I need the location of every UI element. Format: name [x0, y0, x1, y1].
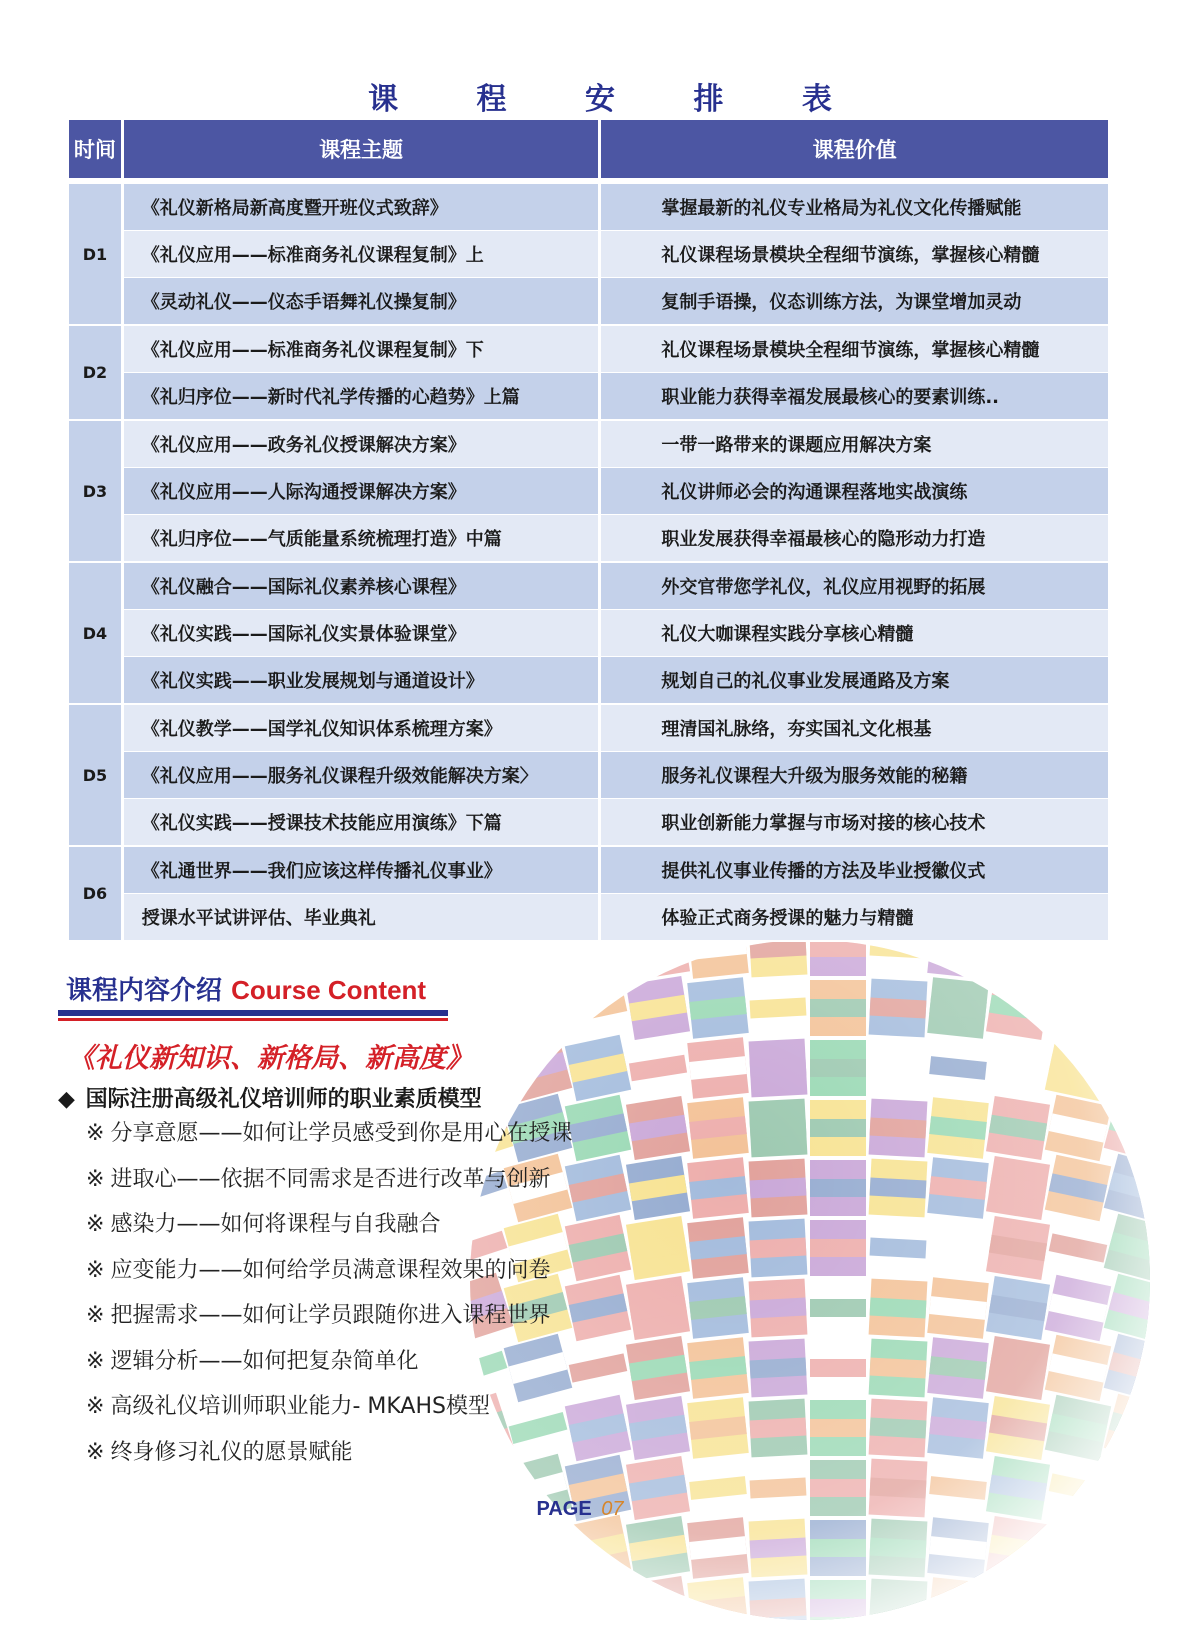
table-row — [69, 184, 1108, 231]
day-cell: D5 — [69, 705, 121, 847]
heading-rule-blue — [58, 1010, 448, 1016]
reference-mark-icon: ※ — [86, 1303, 105, 1328]
day-cell: D6 — [69, 847, 121, 942]
table-row — [69, 326, 1108, 373]
list-item — [86, 1118, 572, 1164]
point-text: 逻辑分析——如何把复杂简单化 — [110, 1348, 419, 1374]
value-cell: 礼仪讲师必会的沟通课程落地实战演练 — [601, 468, 1108, 515]
header-topic: 课程主题 — [124, 120, 599, 184]
reference-mark-icon: ※ — [86, 1257, 105, 1283]
point-text: 进取心——依据不同需求是否进行改革与创新 — [110, 1166, 551, 1192]
value-cell: 礼仪课程场景模块全程细节演练，掌握核心精髓 — [601, 231, 1108, 278]
reference-mark-icon: ※ — [86, 1439, 105, 1465]
point-text: 分享意愿——如何让学员感受到你是用心在授课 — [110, 1121, 573, 1146]
list-item — [86, 1209, 572, 1255]
topic-cell: 《礼归序位——新时代礼学传播的心趋势》上篇 — [124, 373, 599, 421]
reference-mark-icon: ※ — [86, 1166, 105, 1192]
table-row — [69, 610, 1108, 657]
header-time: 时间 — [69, 120, 121, 184]
list-item — [86, 1437, 572, 1483]
schedule-header-row — [69, 120, 1108, 184]
table-row — [69, 847, 1108, 894]
page-number — [0, 1498, 1160, 1521]
table-row — [69, 278, 1108, 326]
reference-mark-icon: ※ — [86, 1348, 105, 1374]
value-cell: 规划自己的礼仪事业发展通路及方案 — [601, 657, 1108, 705]
topic-cell: 授课水平试讲评估、毕业典礼 — [124, 894, 599, 942]
point-text: 感染力——如何将课程与自我融合 — [110, 1212, 441, 1237]
heading-cn: 课程内容介绍 — [66, 976, 223, 1006]
topic-cell: 《礼仪应用——人际沟通授课解决方案》 — [124, 468, 599, 515]
reference-mark-icon: ※ — [86, 1394, 105, 1419]
value-cell: 职业创新能力掌握与市场对接的核心技术 — [601, 799, 1108, 847]
table-row — [69, 563, 1108, 610]
points-list — [86, 1118, 572, 1482]
list-item — [86, 1346, 572, 1392]
value-cell: 外交官带您学礼仪，礼仪应用视野的拓展 — [601, 563, 1108, 610]
value-cell: 提供礼仪事业传播的方法及毕业授徽仪式 — [601, 847, 1108, 894]
table-row — [69, 421, 1108, 468]
table-row — [69, 752, 1108, 799]
value-cell: 体验正式商务授课的魅力与精髓 — [601, 894, 1108, 942]
point-text: 把握需求——如何让学员跟随你进入课程世界 — [110, 1303, 551, 1328]
schedule-title: 课 程 安 排 表 — [368, 82, 866, 117]
table-row — [69, 799, 1108, 847]
schedule-table — [66, 120, 1111, 942]
value-cell: 礼仪课程场景模块全程细节演练，掌握核心精髓 — [601, 326, 1108, 373]
heading-rule-red — [58, 1018, 448, 1021]
table-row — [69, 468, 1108, 515]
value-cell: 服务礼仪课程大升级为服务效能的秘籍 — [601, 752, 1108, 799]
table-row — [69, 373, 1108, 421]
day-cell: D4 — [69, 563, 121, 705]
bullet-title: 国际注册高级礼仪培训师的职业素质模型 — [85, 1087, 482, 1112]
heading-en: Course Content — [231, 975, 427, 1005]
topic-cell: 《礼仪应用——标准商务礼仪课程复制》上 — [124, 231, 599, 278]
topic-cell: 《礼仪教学——国学礼仪知识体系梳理方案》 — [124, 705, 599, 752]
table-row — [69, 515, 1108, 563]
value-cell: 礼仪大咖课程实践分享核心精髓 — [601, 610, 1108, 657]
value-cell: 职业发展获得幸福最核心的隐形动力打造 — [601, 515, 1108, 563]
diamond-bullet-icon: ◆ — [58, 1087, 75, 1112]
list-item — [86, 1164, 572, 1210]
value-cell: 掌握最新的礼仪专业格局为礼仪文化传播赋能 — [601, 184, 1108, 231]
bullet-heading — [58, 1082, 482, 1113]
list-item — [86, 1391, 572, 1437]
point-text: 应变能力——如何给学员满意课程效果的问卷 — [110, 1257, 551, 1283]
page-label: PAGE — [536, 1498, 592, 1520]
point-text: 高级礼仪培训师职业能力- MKAHS模型 — [110, 1394, 490, 1419]
topic-cell: 《礼仪实践——职业发展规划与通道设计》 — [124, 657, 599, 705]
topic-cell: 《礼归序位——气质能量系统梳理打造》中篇 — [124, 515, 599, 563]
list-item — [86, 1300, 572, 1346]
topic-cell: 《礼仪实践——国际礼仪实景体验课堂》 — [124, 610, 599, 657]
topic-cell: 《礼通世界——我们应该这样传播礼仪事业》 — [124, 847, 599, 894]
course-content-heading — [66, 970, 426, 1007]
topic-cell: 《礼仪实践——授课技术技能应用演练》下篇 — [124, 799, 599, 847]
table-row — [69, 231, 1108, 278]
topic-cell: 《礼仪融合——国际礼仪素养核心课程》 — [124, 563, 599, 610]
header-value: 课程价值 — [601, 120, 1108, 184]
table-row — [69, 705, 1108, 752]
topic-cell: 《礼仪新格局新高度暨开班仪式致辞》 — [124, 184, 599, 231]
course-subtitle: 《礼仪新知识、新格局、新高度》 — [68, 1043, 473, 1074]
topic-cell: 《礼仪应用——服务礼仪课程升级效能解决方案〉 — [124, 752, 599, 799]
value-cell: 一带一路带来的课题应用解决方案 — [601, 421, 1108, 468]
reference-mark-icon: ※ — [86, 1121, 105, 1146]
topic-cell: 《礼仪应用——标准商务礼仪课程复制》下 — [124, 326, 599, 373]
point-text: 终身修习礼仪的愿景赋能 — [110, 1439, 353, 1465]
day-cell: D2 — [69, 326, 121, 421]
topic-cell: 《礼仪应用——政务礼仪授课解决方案》 — [124, 421, 599, 468]
topic-cell: 《灵动礼仪——仪态手语舞礼仪操复制》 — [124, 278, 599, 326]
value-cell: 复制手语操，仪态训练方法，为课堂增加灵动 — [601, 278, 1108, 326]
value-cell: 理清国礼脉络，夯实国礼文化根基 — [601, 705, 1108, 752]
day-cell: D1 — [69, 184, 121, 326]
reference-mark-icon: ※ — [86, 1212, 105, 1237]
list-item — [86, 1255, 572, 1301]
value-cell: 职业能力获得幸福发展最核心的要素训练.. — [601, 373, 1108, 421]
schedule-body — [69, 184, 1108, 942]
day-cell: D3 — [69, 421, 121, 563]
table-row — [69, 657, 1108, 705]
page-number-value: 07 — [601, 1498, 624, 1520]
table-row — [69, 894, 1108, 942]
